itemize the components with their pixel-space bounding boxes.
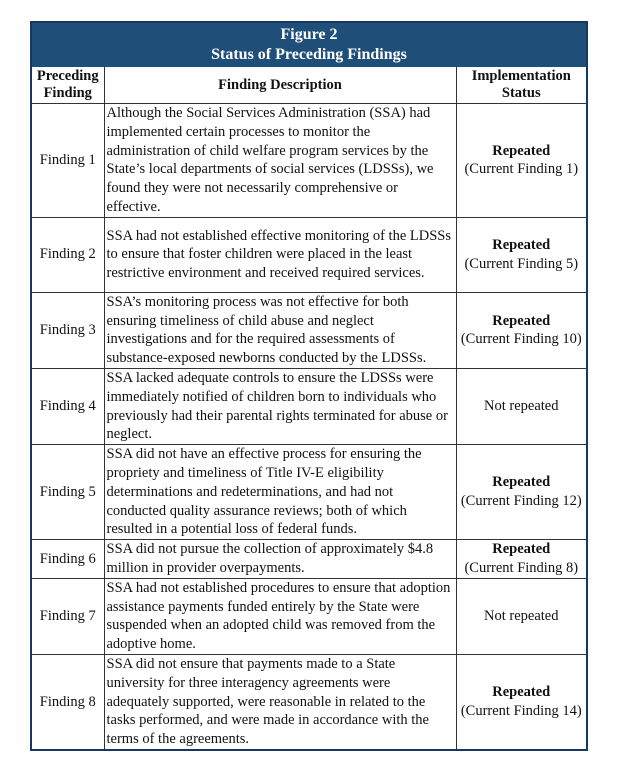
finding-description: SSA had not established procedures to ensure that adoption assistance payments funded entirely by the State were suspended when an adopted child was removed from the adoptive home.: [104, 578, 456, 654]
table-row: [32, 445, 586, 540]
implementation-status: [456, 292, 586, 368]
table-row: [32, 578, 586, 654]
status-detail: (Current Finding 10): [460, 331, 582, 348]
finding-label: Finding 6: [32, 540, 104, 579]
status-value: Repeated: [492, 684, 551, 701]
table-row: [32, 540, 586, 579]
finding-label: Finding 3: [32, 292, 104, 368]
finding-label: Finding 7: [32, 578, 104, 654]
status-detail: (Current Finding 12): [460, 493, 582, 510]
status-value: Repeated: [492, 142, 551, 159]
finding-description: SSA did not pursue the collection of approximately $4.8 million in provider overpayments.: [104, 540, 456, 579]
implementation-status: [456, 540, 586, 579]
finding-label: Finding 2: [32, 217, 104, 292]
status-value: Not repeated: [484, 398, 559, 415]
column-header-finding: Preceding Finding: [32, 67, 104, 104]
column-header-status: Implementation Status: [456, 67, 586, 104]
figure-header: [32, 23, 586, 67]
implementation-status: [456, 104, 586, 218]
finding-description: SSA’s monitoring process was not effective for both ensuring timeliness of child abuse and neglect investigations and for the required assessments of substance-exposed newborns conducted by the LDSSs.: [104, 292, 456, 368]
finding-description: SSA did not have an effective process for ensuring the propriety and timeliness of Title IV-E eligibility determinations and redeterminations, and had not conducted quality assurance reviews; both of which resulted in a potential loss of federal funds.: [104, 445, 456, 540]
finding-label: Finding 1: [32, 104, 104, 218]
findings-figure: [30, 21, 588, 751]
implementation-status: [456, 368, 586, 444]
figure-title: Status of Preceding Findings: [211, 46, 407, 63]
status-detail: (Current Finding 5): [464, 255, 579, 272]
finding-description: Although the Social Services Administration (SSA) had implemented certain processes to monitor the administration of child welfare program services by the State’s local departments of social services (LDSSs), we found they were not necessarily comprehensive or effective.: [104, 104, 456, 218]
figure-label: Figure 2: [280, 26, 338, 43]
implementation-status: [456, 578, 586, 654]
finding-label: Finding 4: [32, 368, 104, 444]
column-header-description: Finding Description: [104, 67, 456, 104]
table-row: [32, 368, 586, 444]
implementation-status: [456, 445, 586, 540]
status-value: Repeated: [492, 474, 551, 491]
finding-label: Finding 8: [32, 654, 104, 748]
finding-description: SSA lacked adequate controls to ensure the LDSSs were immediately notified of children born to individuals who previously had their parental rights terminated for abuse or neglect.: [104, 368, 456, 444]
table-row: [32, 217, 586, 292]
finding-description: SSA did not ensure that payments made to a State university for three interagency agreements were adequately supported, were reasonable in related to the tasks performed, and were made in accordance with the terms of the agreements.: [104, 654, 456, 748]
finding-description: SSA had not established effective monitoring of the LDSSs to ensure that foster children were placed in the least restrictive environment and received required services.: [104, 217, 456, 292]
table-header-row: [32, 67, 586, 104]
table-row: [32, 292, 586, 368]
findings-table: [32, 67, 586, 749]
status-detail: (Current Finding 14): [460, 702, 582, 719]
status-detail: (Current Finding 8): [464, 559, 579, 576]
implementation-status: [456, 654, 586, 748]
status-value: Repeated: [492, 312, 551, 329]
table-row: [32, 104, 586, 218]
implementation-status: [456, 217, 586, 292]
status-value: Repeated: [492, 541, 551, 558]
table-row: [32, 654, 586, 748]
status-detail: (Current Finding 1): [464, 161, 579, 178]
finding-label: Finding 5: [32, 445, 104, 540]
status-value: Repeated: [492, 236, 551, 253]
status-value: Not repeated: [484, 607, 559, 624]
